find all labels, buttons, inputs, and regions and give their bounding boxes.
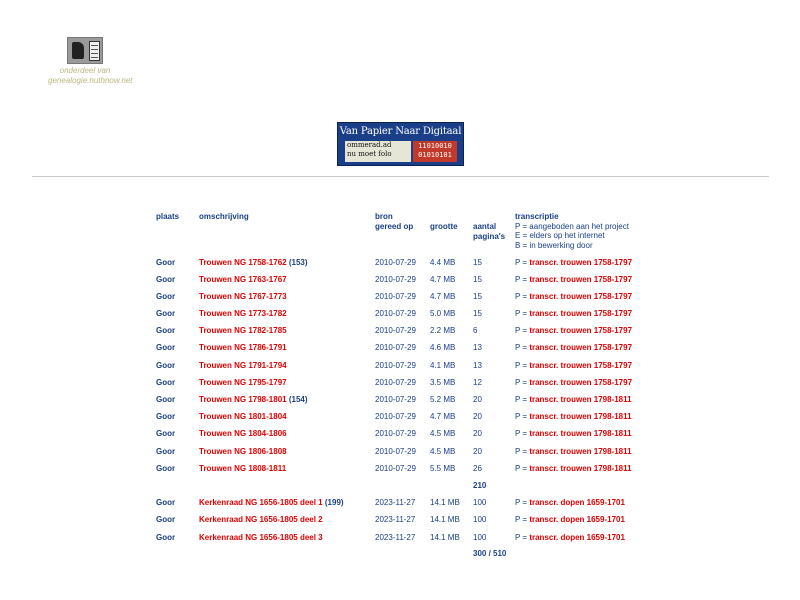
row-transcriptie-link[interactable]: transcr. trouwen 1798-1811 (529, 447, 632, 456)
row-date: 2010-07-29 (375, 292, 416, 301)
row-transcriptie-link[interactable]: transcr. trouwen 1798-1811 (529, 395, 632, 404)
row-omschrijving-link[interactable] (199, 361, 287, 371)
row-transcriptie-link[interactable]: transcr. trouwen 1758-1797 (529, 258, 633, 267)
row-transcriptie (515, 258, 632, 268)
row-size: 4.7 MB (430, 292, 456, 301)
banner-right-line2: 01010101 (418, 151, 452, 159)
row-transcriptie (515, 378, 632, 388)
row-transcriptie-prefix: P = (515, 378, 530, 387)
row-date: 2010-07-29 (375, 429, 416, 438)
row-omschrijving-link[interactable] (199, 378, 287, 388)
van-papier-naar-digitaal-banner[interactable] (337, 122, 464, 166)
row-omschrijving-link[interactable] (199, 412, 287, 422)
logo-caption (48, 66, 133, 86)
legend-p: P = aangeboden aan het project (515, 222, 629, 231)
row-omschrijving-text[interactable]: Trouwen NG 1767-1773 (199, 292, 287, 301)
row-date: 2010-07-29 (375, 309, 416, 318)
row-size: 2.2 MB (430, 326, 456, 335)
row-omschrijving-text[interactable]: Trouwen NG 1806-1808 (199, 447, 287, 456)
row-omschrijving-text[interactable]: Trouwen NG 1804-1806 (199, 429, 287, 438)
row-transcriptie-link[interactable]: transcr. trouwen 1798-1811 (529, 412, 632, 421)
banner-left-line2: nu moet folo (347, 150, 392, 158)
row-pages: 20 (473, 395, 482, 404)
row-omschrijving-link[interactable] (199, 275, 287, 285)
header-bron: bron (375, 212, 393, 221)
row-record-count: (154) (288, 395, 308, 404)
row-plaats: Goor (156, 447, 176, 456)
row-transcriptie (515, 533, 625, 543)
row-transcriptie (515, 292, 632, 302)
row-date: 2023-11-27 (375, 515, 416, 524)
row-date: 2010-07-29 (375, 412, 416, 421)
row-date: 2010-07-29 (375, 361, 416, 370)
row-size: 3.5 MB (430, 378, 456, 387)
row-omschrijving-text[interactable]: Trouwen NG 1782-1785 (199, 326, 287, 335)
row-plaats: Goor (156, 309, 176, 318)
row-omschrijving-text[interactable]: Kerkenraad NG 1656-1805 deel 2 (199, 515, 323, 524)
row-pages: 6 (473, 326, 478, 335)
row-transcriptie (515, 361, 632, 371)
row-date: 2023-11-27 (375, 498, 416, 507)
row-size: 5.2 MB (430, 395, 456, 404)
row-omschrijving-link[interactable] (199, 292, 287, 302)
book-reader-icon (67, 37, 103, 64)
row-plaats: Goor (156, 498, 176, 507)
row-transcriptie-prefix: P = (515, 464, 530, 473)
header-aantal: aantal (473, 222, 497, 231)
row-transcriptie-prefix: P = (515, 258, 530, 267)
legend-b: B = in bewerking door (515, 241, 593, 250)
row-plaats: Goor (156, 361, 176, 370)
row-transcriptie (515, 309, 632, 319)
row-omschrijving-text[interactable]: Trouwen NG 1758-1762 (199, 258, 287, 267)
row-transcriptie-prefix: P = (515, 515, 530, 524)
row-date: 2010-07-29 (375, 343, 416, 352)
row-omschrijving-link[interactable] (199, 498, 344, 508)
row-transcriptie-prefix: P = (515, 395, 530, 404)
row-transcriptie-link[interactable]: transcr. trouwen 1758-1797 (529, 378, 633, 387)
header-gereed-op: gereed op (375, 222, 414, 231)
row-size: 4.5 MB (430, 429, 456, 438)
header-grootte: grootte (430, 222, 458, 231)
row-pages: 100 (473, 533, 487, 542)
row-pages: 100 (473, 498, 487, 507)
row-size: 4.7 MB (430, 412, 456, 421)
row-plaats: Goor (156, 429, 176, 438)
row-size: 5.0 MB (430, 309, 456, 318)
row-transcriptie-link[interactable]: transcr. dopen 1659-1701 (529, 515, 625, 524)
row-transcriptie (515, 464, 632, 474)
row-transcriptie-prefix: P = (515, 412, 530, 421)
row-omschrijving-text[interactable]: Trouwen NG 1798-1801 (199, 395, 287, 404)
logo-caption-line1: onderdeel van (59, 66, 111, 75)
row-size: 14.1 MB (430, 498, 460, 507)
row-size: 4.1 MB (430, 361, 456, 370)
subtotal-pages: 210 (473, 481, 487, 490)
row-size: 4.6 MB (430, 343, 456, 352)
row-plaats: Goor (156, 395, 176, 404)
row-size: 4.4 MB (430, 258, 456, 267)
row-omschrijving-link[interactable] (199, 464, 286, 474)
legend-e: E = elders op het internet (515, 231, 605, 240)
row-omschrijving-text[interactable]: Trouwen NG 1791-1794 (199, 361, 287, 370)
row-plaats: Goor (156, 326, 176, 335)
row-pages: 26 (473, 464, 482, 473)
banner-binary-panel (413, 141, 457, 162)
row-transcriptie-link[interactable]: transcr. trouwen 1758-1797 (529, 275, 633, 284)
row-transcriptie-prefix: P = (515, 275, 530, 284)
row-transcriptie-prefix: P = (515, 292, 530, 301)
row-omschrijving-text[interactable]: Trouwen NG 1801-1804 (199, 412, 287, 421)
row-pages: 100 (473, 515, 487, 524)
row-pages: 15 (473, 309, 482, 318)
row-transcriptie-link[interactable]: transcr. trouwen 1798-1811 (529, 464, 632, 473)
site-logo[interactable] (48, 37, 133, 86)
row-pages: 13 (473, 361, 482, 370)
row-record-count: (199) (324, 498, 344, 507)
row-omschrijving-text[interactable]: Trouwen NG 1763-1767 (199, 275, 287, 284)
row-omschrijving-text[interactable]: Kerkenraad NG 1656-1805 deel 3 (199, 533, 323, 542)
logo-caption-line2: genealogie.nuthnow.net (48, 76, 133, 85)
row-transcriptie-link[interactable]: transcr. trouwen 1758-1797 (529, 343, 633, 352)
row-omschrijving-text[interactable]: Trouwen NG 1786-1791 (199, 343, 287, 352)
row-size: 14.1 MB (430, 533, 460, 542)
row-transcriptie-prefix: P = (515, 498, 530, 507)
row-transcriptie (515, 429, 632, 439)
row-omschrijving-link[interactable] (199, 326, 287, 336)
row-date: 2010-07-29 (375, 464, 416, 473)
row-omschrijving-text[interactable]: Trouwen NG 1773-1782 (199, 309, 287, 318)
total-pages: 300 / 510 (473, 549, 507, 558)
row-pages: 20 (473, 447, 482, 456)
row-plaats: Goor (156, 343, 176, 352)
row-plaats: Goor (156, 292, 176, 301)
row-pages: 13 (473, 343, 482, 352)
row-date: 2010-07-29 (375, 275, 416, 284)
header-omschrijving: omschrijving (199, 212, 249, 221)
header-plaats: plaats (156, 212, 180, 221)
row-transcriptie-prefix: P = (515, 309, 530, 318)
header-transcriptie: transcriptie (515, 212, 559, 221)
row-size: 4.5 MB (430, 447, 456, 456)
row-omschrijving-link[interactable] (199, 258, 308, 268)
row-transcriptie (515, 326, 632, 336)
row-transcriptie-prefix: P = (515, 447, 530, 456)
row-pages: 12 (473, 378, 482, 387)
row-transcriptie-link[interactable]: transcr. trouwen 1758-1797 (529, 309, 633, 318)
row-omschrijving-link[interactable] (199, 447, 287, 457)
row-pages: 20 (473, 429, 482, 438)
row-omschrijving-link[interactable] (199, 515, 323, 525)
horizontal-divider (32, 176, 769, 177)
row-plaats: Goor (156, 412, 176, 421)
row-transcriptie-link[interactable]: transcr. trouwen 1798-1811 (529, 429, 632, 438)
row-transcriptie (515, 498, 625, 508)
row-date: 2010-07-29 (375, 395, 416, 404)
row-omschrijving-text[interactable]: Trouwen NG 1795-1797 (199, 378, 287, 387)
row-plaats: Goor (156, 464, 176, 473)
banner-right-line1: 11010010 (418, 142, 452, 150)
row-omschrijving-link[interactable] (199, 395, 308, 405)
row-transcriptie (515, 395, 632, 405)
row-transcriptie-link[interactable]: transcr. trouwen 1758-1797 (529, 326, 633, 335)
row-plaats: Goor (156, 378, 176, 387)
row-omschrijving-text[interactable]: Kerkenraad NG 1656-1805 deel 1 (199, 498, 323, 507)
row-transcriptie (515, 275, 632, 285)
row-plaats: Goor (156, 258, 176, 267)
row-omschrijving-text[interactable]: Trouwen NG 1808-1811 (199, 464, 287, 473)
banner-left-line1: ommerad.ad (347, 141, 392, 149)
row-date: 2010-07-29 (375, 378, 416, 387)
row-omschrijving-link[interactable] (199, 309, 287, 319)
row-transcriptie (515, 515, 625, 525)
row-transcriptie (515, 447, 632, 457)
row-pages: 15 (473, 258, 482, 267)
row-size: 5.5 MB (430, 464, 456, 473)
row-transcriptie-prefix: P = (515, 343, 530, 352)
header-paginas: pagina's (473, 232, 506, 241)
row-pages: 15 (473, 275, 482, 284)
row-transcriptie-prefix: P = (515, 533, 530, 542)
row-record-count: (153) (288, 258, 308, 267)
row-transcriptie-link[interactable]: transcr. trouwen 1758-1797 (529, 361, 633, 370)
row-pages: 15 (473, 292, 482, 301)
row-transcriptie-link[interactable]: transcr. trouwen 1758-1797 (529, 292, 633, 301)
row-plaats: Goor (156, 533, 176, 542)
row-transcriptie-link[interactable]: transcr. dopen 1659-1701 (529, 533, 625, 542)
row-transcriptie-prefix: P = (515, 326, 530, 335)
row-transcriptie-prefix: P = (515, 361, 530, 370)
row-size: 14.1 MB (430, 515, 460, 524)
row-transcriptie (515, 412, 632, 422)
row-pages: 20 (473, 412, 482, 421)
row-omschrijving-link[interactable] (199, 429, 287, 439)
row-transcriptie-prefix: P = (515, 429, 530, 438)
banner-handwriting-panel (345, 141, 411, 162)
banner-title: Van Papier Naar Digitaal (339, 126, 462, 137)
row-date: 2010-07-29 (375, 447, 416, 456)
row-omschrijving-link[interactable] (199, 533, 323, 543)
row-date: 2023-11-27 (375, 533, 416, 542)
row-omschrijving-link[interactable] (199, 343, 287, 353)
row-transcriptie (515, 343, 632, 353)
row-plaats: Goor (156, 515, 176, 524)
row-date: 2010-07-29 (375, 258, 416, 267)
row-date: 2010-07-29 (375, 326, 416, 335)
row-size: 4.7 MB (430, 275, 456, 284)
row-transcriptie-link[interactable]: transcr. dopen 1659-1701 (529, 498, 625, 507)
row-plaats: Goor (156, 275, 176, 284)
